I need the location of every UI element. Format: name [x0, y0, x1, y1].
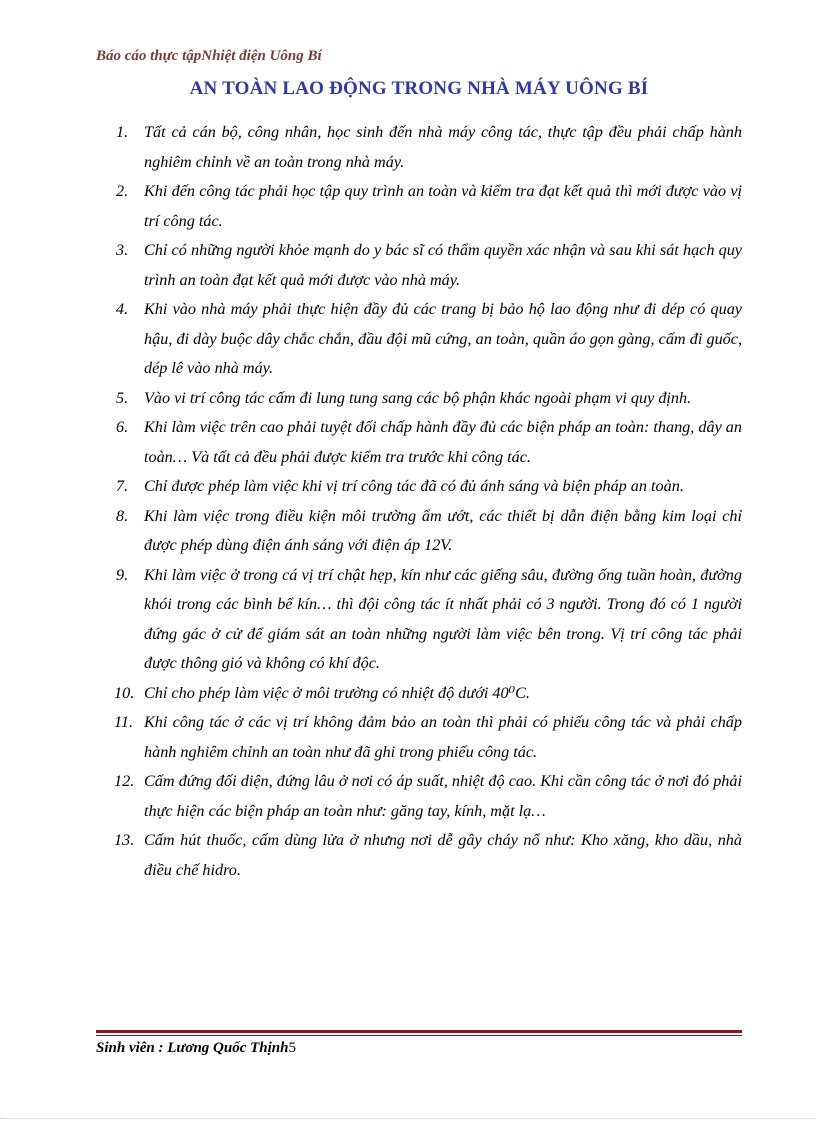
item-text: Khi vào nhà máy phải thực hiện đầy đủ các trang bị bảo hộ lao động như đi dép có quay hậu, đi dày buộc dây chắc chắn, đầu đội mũ cứng, an toàn, quần áo gọn gàng, cấm đi guốc, dép lê vào nhà máy. [144, 300, 742, 377]
page-bottom-divider [0, 1118, 816, 1119]
safety-rules-list [96, 118, 742, 885]
item-text: Tất cả cán bộ, công nhân, học sinh đến nhà máy công tác, thực tập đều phải chấp hành nghiêm chỉnh về an toàn trong nhà máy. [144, 123, 742, 171]
list-item [96, 561, 742, 679]
item-text: Khi công tác ở các vị trí không đảm bảo an toàn thì phải có phiếu công tác và phải chấp hành nghiêm chỉnh an toàn như đã ghi trong phiếu công tác. [144, 713, 742, 761]
item-text: Khi đến công tác phải học tập quy trình an toàn và kiểm tra đạt kết quả thì mới được vào vị trí công tác. [144, 182, 742, 230]
list-item [96, 236, 742, 295]
list-item [96, 177, 742, 236]
student-name: Sinh viên : Lương Quốc Thịnh [96, 1040, 289, 1056]
page-number: 5 [288, 1040, 296, 1056]
item-number: 2. [116, 182, 129, 200]
item-text: Chỉ cho phép làm việc ở môi trường có nhiệt độ dưới 40⁰C. [144, 683, 530, 702]
item-text: Chỉ có những người khỏe mạnh do y bác sĩ có thẩm quyền xác nhận và sau khi sát hạch quy trình an toàn đạt kết quả mới được vào nhà máy. [144, 241, 742, 289]
item-number: 10. [114, 683, 135, 702]
item-text: Khi làm việc trên cao phải tuyệt đối chấp hành đầy đủ các biện pháp an toàn: thang, dây an toàn… Và tất cả đều phải được kiểm tra trước khi công tác. [144, 418, 742, 466]
list-item [96, 502, 742, 561]
list-item [96, 708, 742, 767]
footer [96, 1040, 296, 1057]
list-item [96, 413, 742, 472]
list-item [96, 472, 742, 502]
item-number: 8. [116, 506, 129, 525]
list-item [96, 295, 742, 384]
item-number: 1. [116, 123, 129, 141]
item-number: 5. [116, 388, 129, 407]
item-number: 3. [116, 241, 129, 259]
list-item [96, 767, 742, 826]
list-item [96, 118, 742, 177]
item-number: 7. [116, 477, 129, 495]
item-number: 4. [116, 300, 129, 318]
list-item [96, 679, 742, 709]
item-number: 13. [114, 831, 135, 849]
item-text: Vào vi trí công tác cấm đi lung tung sang các bộ phận khác ngoài phạm vi quy định. [144, 388, 692, 407]
footer-rule-thin [96, 1035, 742, 1036]
item-text: Khi làm việc trong điều kiện môi trường ẩm ướt, các thiết bị dẫn điện bằng kim loại chỉ được phép dùng điện ánh sáng với điện áp 12V. [144, 506, 742, 554]
item-text: Cấm đứng đối diện, đứng lâu ở nơi có áp suất, nhiệt độ cao. Khi cần công tác ở nơi đó phải thực hiện các biện pháp an toàn như: găng tay, kính, mặt lạ… [144, 772, 742, 820]
item-text: Chỉ được phép làm việc khi vị trí công tác đã có đủ ánh sáng và biện pháp an toàn. [144, 477, 684, 495]
page-title: AN TOÀN LAO ĐỘNG TRONG NHÀ MÁY UÔNG BÍ [189, 78, 649, 99]
list-item [96, 826, 742, 885]
list-item [96, 384, 742, 414]
footer-rule-thick [96, 1030, 742, 1033]
item-number: 11. [114, 713, 134, 731]
item-number: 6. [116, 418, 129, 436]
item-text: Cấm hút thuốc, cấm dùng lửa ở nhưng nơi dễ gây cháy nổ như: Kho xăng, kho dầu, nhà điều chế hidro. [144, 831, 742, 879]
item-number: 9. [116, 565, 129, 584]
item-number: 12. [114, 772, 135, 790]
item-text: Khi làm việc ở trong cá vị trí chật hẹp, kín như các giếng sâu, đường ống tuần hoàn, đường khói trong các bình bể kín… thì đội công tác ít nhất phải có 3 người. Trong đó có 1 người đứng gác ở cử để giám sát an toàn những người làm việc bên trong. Vị trí công tác phải được thông gió và không có khí độc. [144, 565, 742, 672]
running-header: Báo cáo thực tậpNhiệt điện Uông Bí [96, 48, 322, 64]
